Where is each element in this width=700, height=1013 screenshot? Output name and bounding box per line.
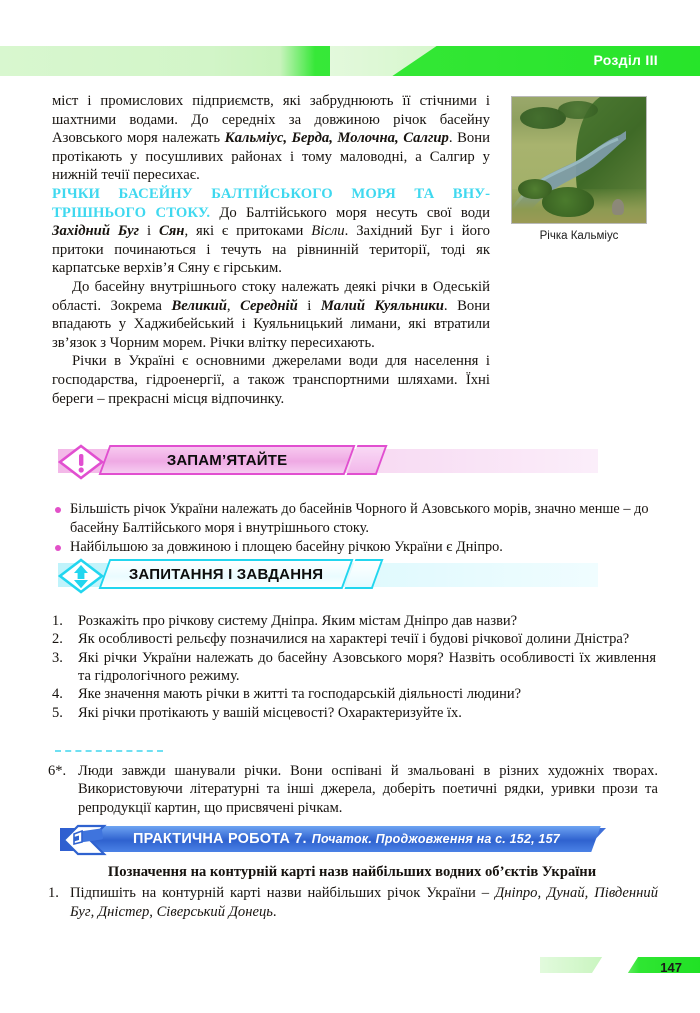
p3-a: До басейну внутрішнього стоку належать деякі річки в Одеській області. Зокрема bbox=[52, 278, 490, 314]
practical-work-banner bbox=[0, 822, 700, 856]
question-row bbox=[52, 612, 656, 630]
paragraph-rivers-importance: Річки в Україні є основними джерелами води для населення і господарства, гідроенергії, а також транспортними шляхами. Їхні береги – прекрасні місця відпочинку. bbox=[52, 353, 490, 407]
practical-work-title: Позначення на контурній карті назв найбільших водних об’єктів України bbox=[107, 864, 597, 880]
p1-post: . Вони протікають у посушливих районах і тому маловодні, а Салгир у нижній течії пересихає. bbox=[52, 130, 490, 184]
paragraph-azov-rivers bbox=[52, 92, 490, 185]
p2-river-3: Вісли bbox=[311, 223, 345, 240]
questions-banner bbox=[0, 558, 700, 592]
paragraph-inner-drainage bbox=[52, 278, 490, 352]
questions-banner-label: ЗАПИТАННЯ І ЗАВДАННЯ bbox=[128, 565, 324, 583]
section-divider bbox=[55, 750, 163, 752]
remember-list bbox=[52, 500, 652, 558]
page-number: 147 bbox=[660, 960, 682, 975]
photo-bush-lower-2 bbox=[518, 179, 552, 199]
question-text: Які річки України належать до басейну Азовського моря? Назвіть особливості їх живлення та гідрологічного режиму. bbox=[78, 649, 656, 684]
list-item: Найбільшою за довжиною і площею басейну річкою України є Дніпро. bbox=[52, 538, 652, 557]
practical-item-text bbox=[70, 884, 658, 921]
question-row bbox=[52, 685, 656, 703]
p1-river-names: Кальміус, Берда, Молочна, Салгир bbox=[224, 130, 449, 147]
question-text: Яке значення мають річки в житті та господарській діяльності людини? bbox=[78, 686, 522, 703]
question-number: 1. bbox=[52, 613, 63, 629]
question-number: 2. bbox=[52, 631, 63, 648]
starred-question bbox=[48, 762, 658, 817]
p3-c: і bbox=[297, 297, 321, 314]
p3-river-2: Середній bbox=[240, 297, 298, 314]
up-down-arrows-icon bbox=[58, 558, 104, 594]
question-row bbox=[52, 704, 656, 722]
starred-question-number: 6*. bbox=[48, 763, 67, 779]
question-number: 4. bbox=[52, 686, 63, 703]
practical-banner-title: ПРАКТИЧНА РОБОТА 7. bbox=[132, 831, 307, 847]
photo-caption: Річка Кальміус bbox=[539, 230, 619, 242]
photo-rock bbox=[612, 199, 624, 215]
question-number: 3. bbox=[52, 649, 63, 666]
figure-kalmius bbox=[511, 96, 647, 242]
p2-a: До Балтійського моря несуть свої води bbox=[210, 204, 490, 221]
practical-banner-plate bbox=[91, 826, 600, 852]
p3-d: . Вони впадають у Хаджибейський і Куяльницький лимани, які втратили зв’язок з Чорним морем. Річки влітку пересихають. bbox=[52, 297, 490, 351]
main-text-column bbox=[52, 92, 490, 408]
question-text: Розкажіть про річкову систему Дніпра. Яким містам Дніпро дав назви? bbox=[78, 613, 518, 629]
list-item: Більшість річок України належать до басейнів Чорного й Азовського морів, значно менше – до басейну Балтійського моря і внутрішнього стоку. bbox=[52, 500, 652, 537]
p2-river-2: Сян bbox=[158, 223, 185, 240]
question-row bbox=[52, 649, 656, 686]
pencil-icon bbox=[56, 820, 102, 856]
remember-banner bbox=[0, 444, 700, 478]
p2-c: , які є притоками bbox=[184, 223, 312, 240]
practical-item-lead: Підпишіть на контурній карті назви найбільших річок України – bbox=[70, 885, 495, 901]
practical-item-number: 1. bbox=[48, 885, 59, 901]
p3-b: , bbox=[226, 297, 241, 314]
runhead-baltic: РІЧКИ БАСЕЙНУ БАЛТІЙСЬКОГО МОРЯ ТА ВНУТРІШНЬОГО СТОКУ. bbox=[52, 185, 490, 221]
question-number: 5. bbox=[52, 704, 63, 721]
p3-river-3: Малий Куяльники bbox=[320, 297, 444, 314]
questions-banner-plate bbox=[99, 559, 354, 589]
question-text: Як особливості рельєфу позначилися на характері течії і будові річкової долини Дністра? bbox=[78, 631, 630, 648]
p2-river-1: Західний Буг bbox=[52, 223, 140, 240]
p2-b: і bbox=[139, 223, 159, 240]
question-text: Які річки протікають у вашій місцевості? Охарактеризуйте їх. bbox=[78, 704, 462, 721]
photo-kalmius-river bbox=[511, 96, 647, 224]
remember-banner-plate bbox=[99, 445, 356, 475]
chapter-label: Розділ III bbox=[593, 52, 658, 68]
p2-d: . Західний Буг і його притоки починаються і течуть на рівнинній території, тоді як карпатське верхів’я Сяну є гірським. bbox=[52, 223, 490, 277]
remember-banner-label: ЗАПАМ’ЯТАЙТЕ bbox=[166, 451, 288, 469]
practical-banner-note: Початок. Проджовження на с. 152, 157 bbox=[311, 832, 560, 846]
question-row bbox=[52, 630, 656, 648]
p3-river-1: Великий bbox=[171, 297, 227, 314]
starred-question-text: Люди завжди шанували річки. Вони оспівані й змальовані в різних художніх творах. Використовуючи літературні та інші джерела, доберіть поетичні рядки, уривки прози та репродукції картин, що присвячені річкам. bbox=[78, 763, 658, 816]
practical-work-item bbox=[48, 884, 658, 921]
practical-banner-text bbox=[133, 831, 560, 847]
practical-item-rivers: Дніпро, Дунай, Південний Буг, Дністер, Сіверський Донець bbox=[70, 885, 658, 920]
paragraph-baltic-runhead bbox=[52, 185, 490, 278]
p1-pre: міст і промислових підприємств, які забруднюють її стічними і шахтними водами. До середніх за довжиною річок басейну Азовського моря належать bbox=[52, 93, 490, 147]
exclamation-icon bbox=[58, 444, 104, 480]
practical-item-end: . bbox=[272, 903, 277, 920]
photo-bush-upper-2 bbox=[558, 101, 598, 119]
questions-list bbox=[52, 612, 656, 722]
